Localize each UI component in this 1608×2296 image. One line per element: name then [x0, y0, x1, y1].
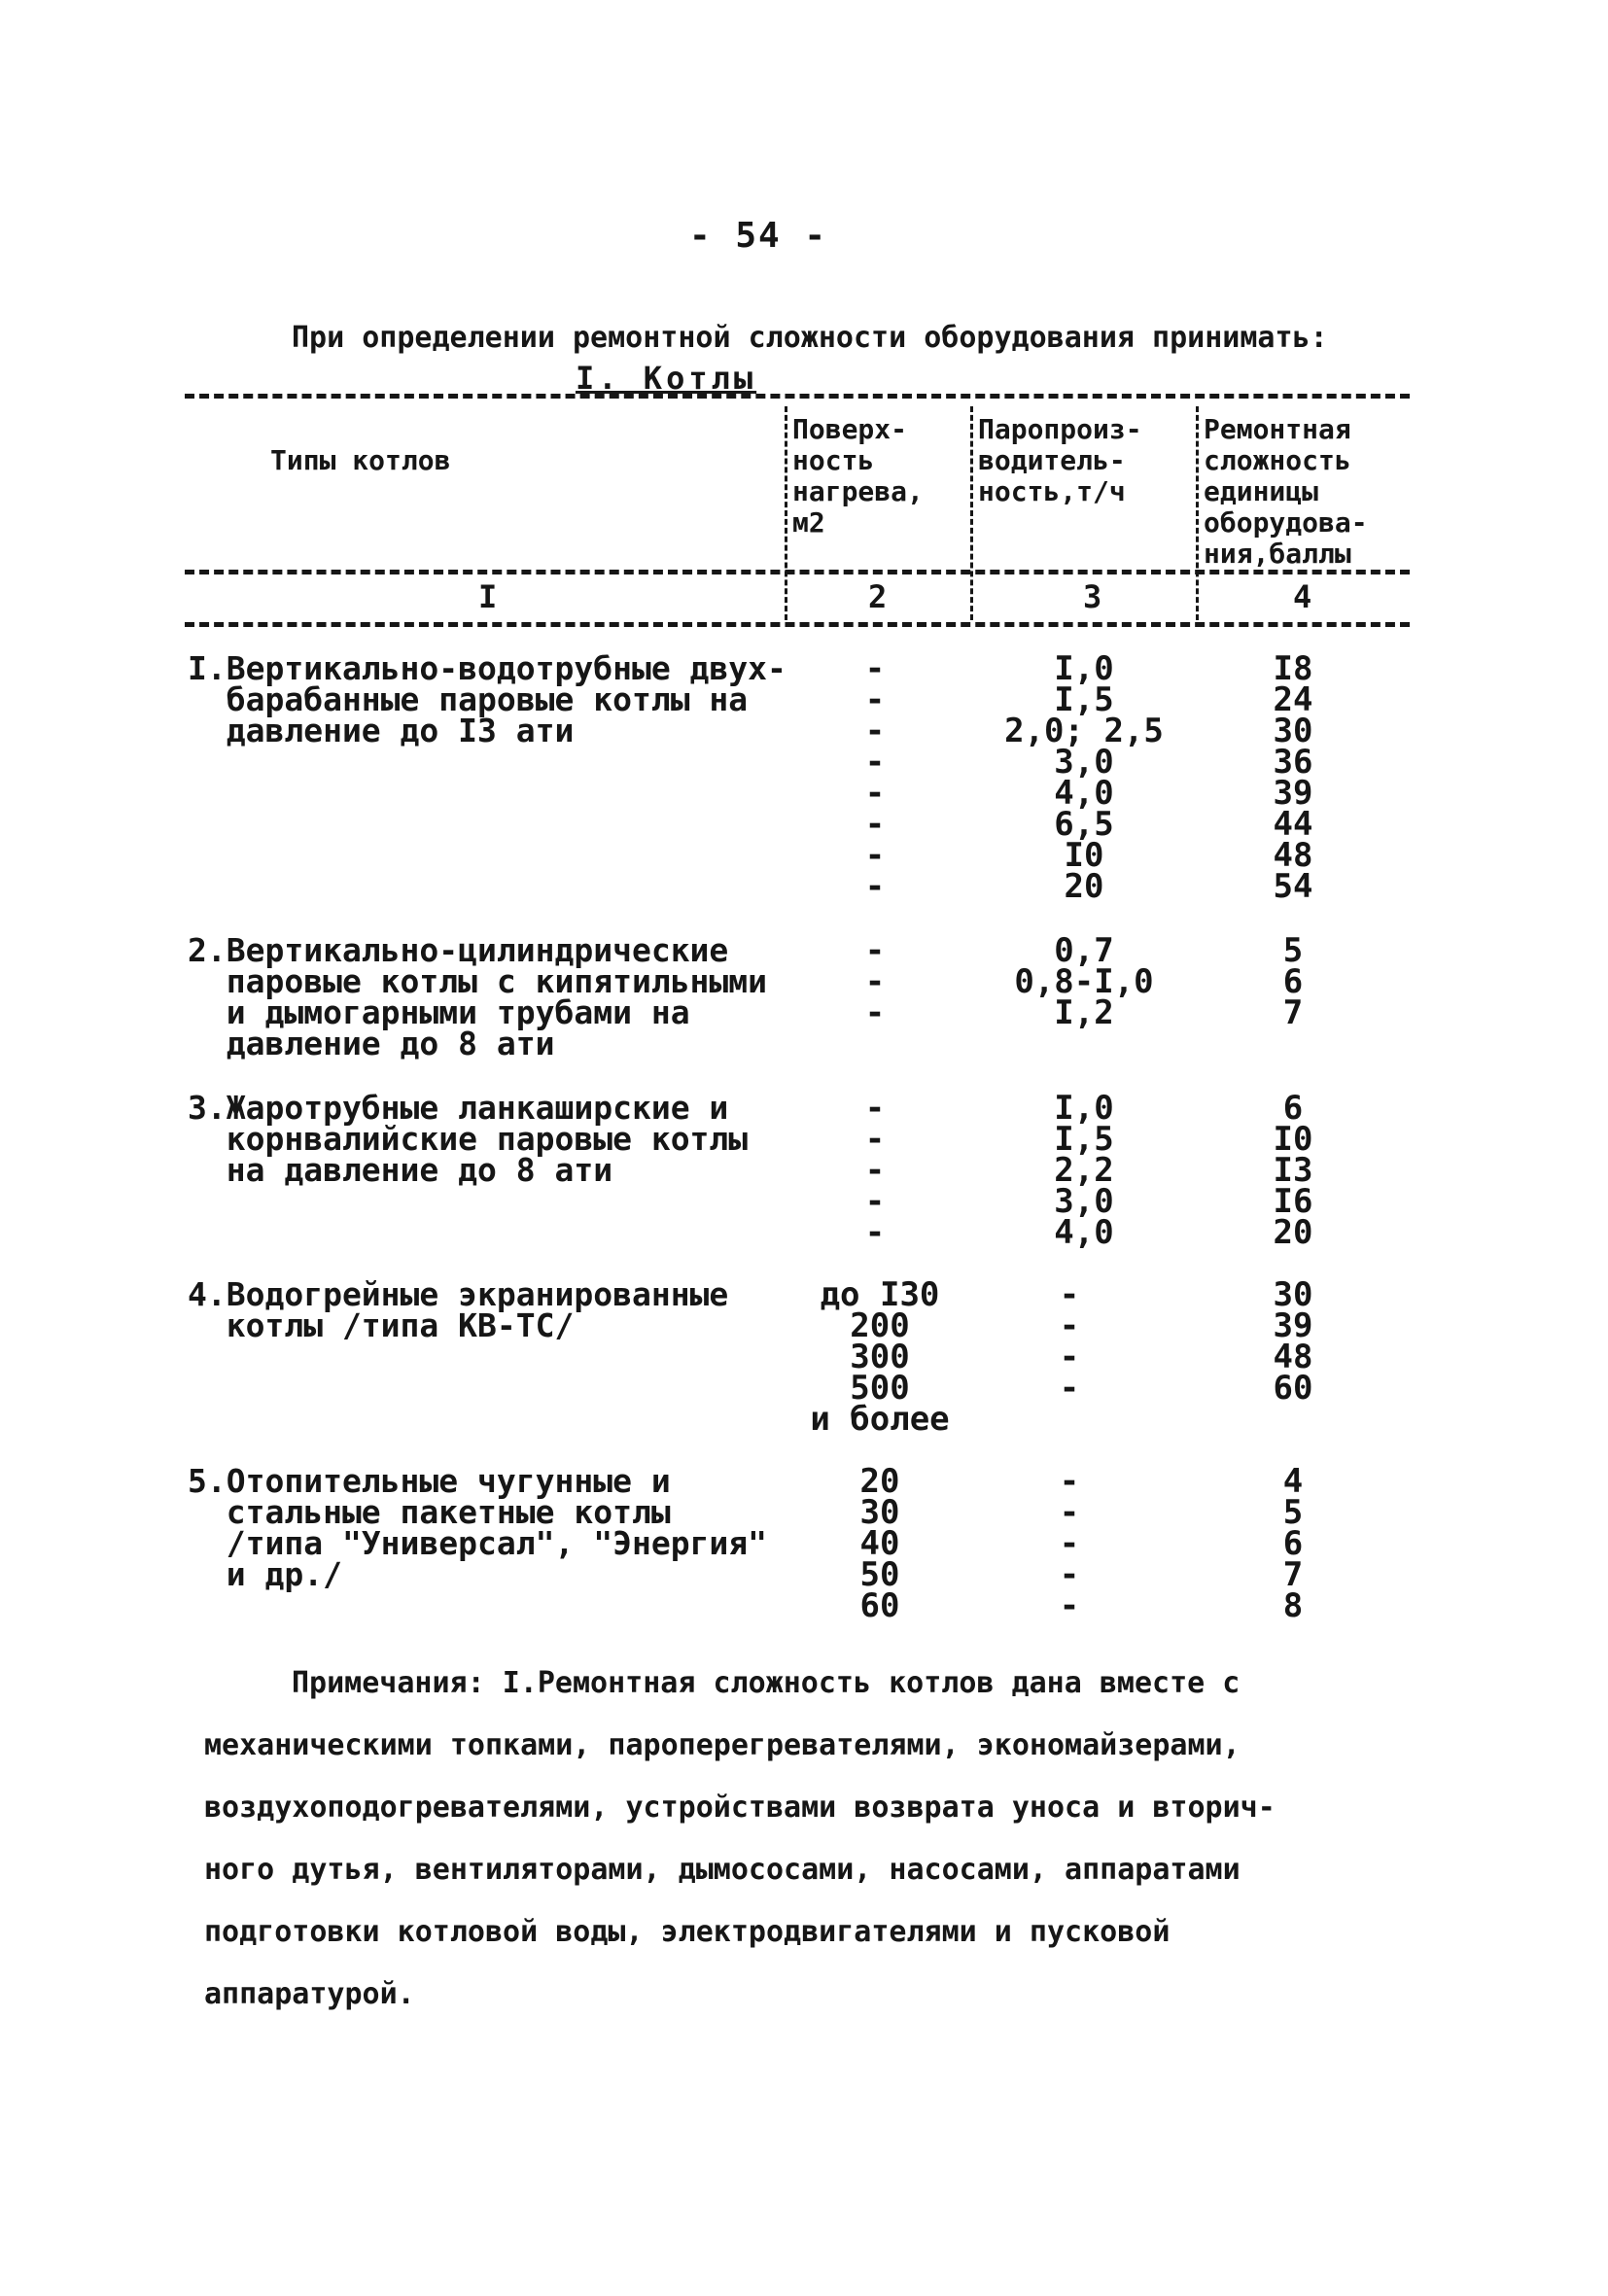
surface-values: - - - — [864, 931, 886, 1032]
boiler-type: 2.Вертикально-цилиндрические паровые котлы с кипятильными и дымогарными трубами на давление до 8 ати — [188, 931, 768, 1062]
surface-values: - - - - - — [864, 1089, 886, 1252]
table-top-rule — [185, 394, 1410, 399]
intro-text: При определении ремонтной сложности оборудования принимать: — [292, 321, 1328, 355]
complexity-values: 30 39 48 60 — [1273, 1275, 1313, 1408]
notes-line: подготовки котловой воды, электродвигателями и пусковой — [204, 1915, 1171, 1949]
complexity-values: 5 6 7 — [1282, 931, 1304, 1032]
capacity-values: - - - - — [1059, 1275, 1080, 1408]
capacity-values: I,0 I,5 2,2 3,0 4,0 — [1054, 1089, 1114, 1252]
column-number: I — [478, 578, 498, 615]
column-number: 3 — [1083, 578, 1102, 615]
boiler-type: 3.Жаротрубные ланкаширские и корнвалийские паровые котлы на давление до 8 ати — [188, 1089, 749, 1189]
header-repair-complexity: Ремонтная сложность единицы оборудова- ния,баллы — [1204, 413, 1368, 570]
column-separator — [970, 406, 973, 620]
boiler-type: 4.Водогрейные экранированные котлы /типа КВ-ТС/ — [188, 1275, 729, 1344]
notes-line: воздухоподогревателями, устройствами возврата уноса и вторич- — [204, 1791, 1276, 1825]
capacity-values: - - - - - — [1059, 1462, 1080, 1625]
surface-values: до I30 200 300 500 и более — [810, 1275, 950, 1439]
surface-values: - - - - - - - - — [864, 649, 886, 906]
notes-first-line: Примечания: I.Ремонтная сложность котлов дана вместе с — [292, 1666, 1241, 1700]
capacity-values: 0,7 0,8-I,0 I,2 — [1014, 931, 1154, 1032]
section-title: I. Котлы — [576, 360, 757, 397]
capacity-values: I,0 I,5 2,0; 2,5 3,0 4,0 6,5 I0 20 — [1004, 649, 1164, 906]
complexity-values: 6 I0 I3 I6 20 — [1273, 1089, 1313, 1252]
table-column-number-rule — [185, 622, 1410, 627]
page-number: - 54 - — [688, 216, 828, 256]
boiler-type: I.Вертикально-водотрубные двух- барабанные паровые котлы на давление до I3 ати — [188, 649, 787, 749]
notes-line: механическими топками, пароперегревателями, экономайзерами, — [204, 1728, 1241, 1762]
surface-values: 20 30 40 50 60 — [859, 1462, 900, 1625]
header-heating-surface: Поверх- ность нагрева, м2 — [792, 413, 924, 539]
column-number: 2 — [868, 578, 888, 615]
header-steam-capacity: Паропроиз- водитель- ность,т/ч — [978, 413, 1142, 507]
column-separator — [785, 406, 787, 620]
boiler-type: 5.Отопительные чугунные и стальные пакетные котлы /типа "Универсал", "Энергия" и др./ — [188, 1462, 768, 1593]
complexity-values: I8 24 30 36 39 44 48 54 — [1273, 649, 1313, 906]
column-separator — [1196, 406, 1199, 620]
notes-line: ного дутья, вентиляторами, дымососами, насосами, аппаратами — [204, 1853, 1241, 1887]
notes-line: аппаратурой. — [204, 1977, 415, 2011]
table-header-rule — [185, 570, 1410, 574]
complexity-values: 4 5 6 7 8 — [1282, 1462, 1304, 1625]
column-number: 4 — [1293, 578, 1312, 615]
header-boiler-types: Типы котлов — [270, 444, 451, 476]
notes — [204, 1652, 1410, 2026]
